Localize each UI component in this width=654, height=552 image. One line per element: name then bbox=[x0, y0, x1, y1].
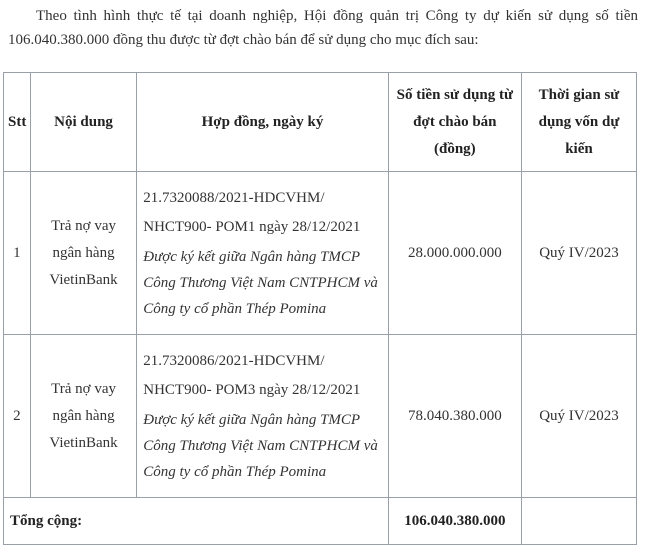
header-contract: Hợp đồng, ngày ký bbox=[137, 73, 388, 172]
intro-line-2: 106.040.380.000 đồng thu được từ đợt chào bán để sử dụng cho mục đích sau: bbox=[8, 32, 479, 48]
cell-time: Quý IV/2023 bbox=[521, 335, 636, 498]
contract-code-line-2: NHCT900- POM3 ngày 28/12/2021 bbox=[143, 382, 361, 398]
fund-usage-table bbox=[3, 72, 637, 545]
cell-amount: 28.000.000.000 bbox=[388, 172, 521, 335]
contract-code-line-1: 21.7320086/2021-HDCVHM/ bbox=[143, 353, 325, 369]
contract-code-line-2: NHCT900- POM1 ngày 28/12/2021 bbox=[143, 219, 361, 235]
contract-code-line-1: 21.7320088/2021-HDCVHM/ bbox=[143, 190, 325, 206]
contract-description: Được ký kết giữa Ngân hàng TMCP Công Thương Việt Nam CNTPHCM và Công ty cổ phần Thép Pomina bbox=[143, 249, 378, 317]
table-row bbox=[4, 172, 637, 335]
cell-content: Trả nợ vay ngân hàng VietinBank bbox=[30, 335, 136, 498]
total-time bbox=[521, 498, 636, 545]
cell-time: Quý IV/2023 bbox=[521, 172, 636, 335]
header-amount: Số tiền sử dụng từ đợt chào bán (đồng) bbox=[388, 73, 521, 172]
table-header-row bbox=[4, 73, 637, 172]
total-row bbox=[4, 498, 637, 545]
intro-paragraph bbox=[8, 4, 638, 52]
table-row bbox=[4, 335, 637, 498]
contract-description: Được ký kết giữa Ngân hàng TMCP Công Thương Việt Nam CNTPHCM và Công ty cổ phần Thép Pomina bbox=[143, 412, 378, 480]
cell-amount: 78.040.380.000 bbox=[388, 335, 521, 498]
header-time: Thời gian sử dụng vốn dự kiến bbox=[521, 73, 636, 172]
cell-content: Trả nợ vay ngân hàng VietinBank bbox=[30, 172, 136, 335]
header-content: Nội dung bbox=[30, 73, 136, 172]
cell-contract bbox=[137, 172, 388, 335]
header-stt: Stt bbox=[4, 73, 31, 172]
total-amount: 106.040.380.000 bbox=[388, 498, 521, 545]
cell-stt: 1 bbox=[4, 172, 31, 335]
total-label: Tổng cộng: bbox=[4, 498, 389, 545]
cell-stt: 2 bbox=[4, 335, 31, 498]
intro-line-1: Theo tình hình thực tế tại doanh nghiệp, Hội đồng quản trị Công ty dự kiến sử dụng số tiền bbox=[36, 8, 638, 24]
cell-contract bbox=[137, 335, 388, 498]
